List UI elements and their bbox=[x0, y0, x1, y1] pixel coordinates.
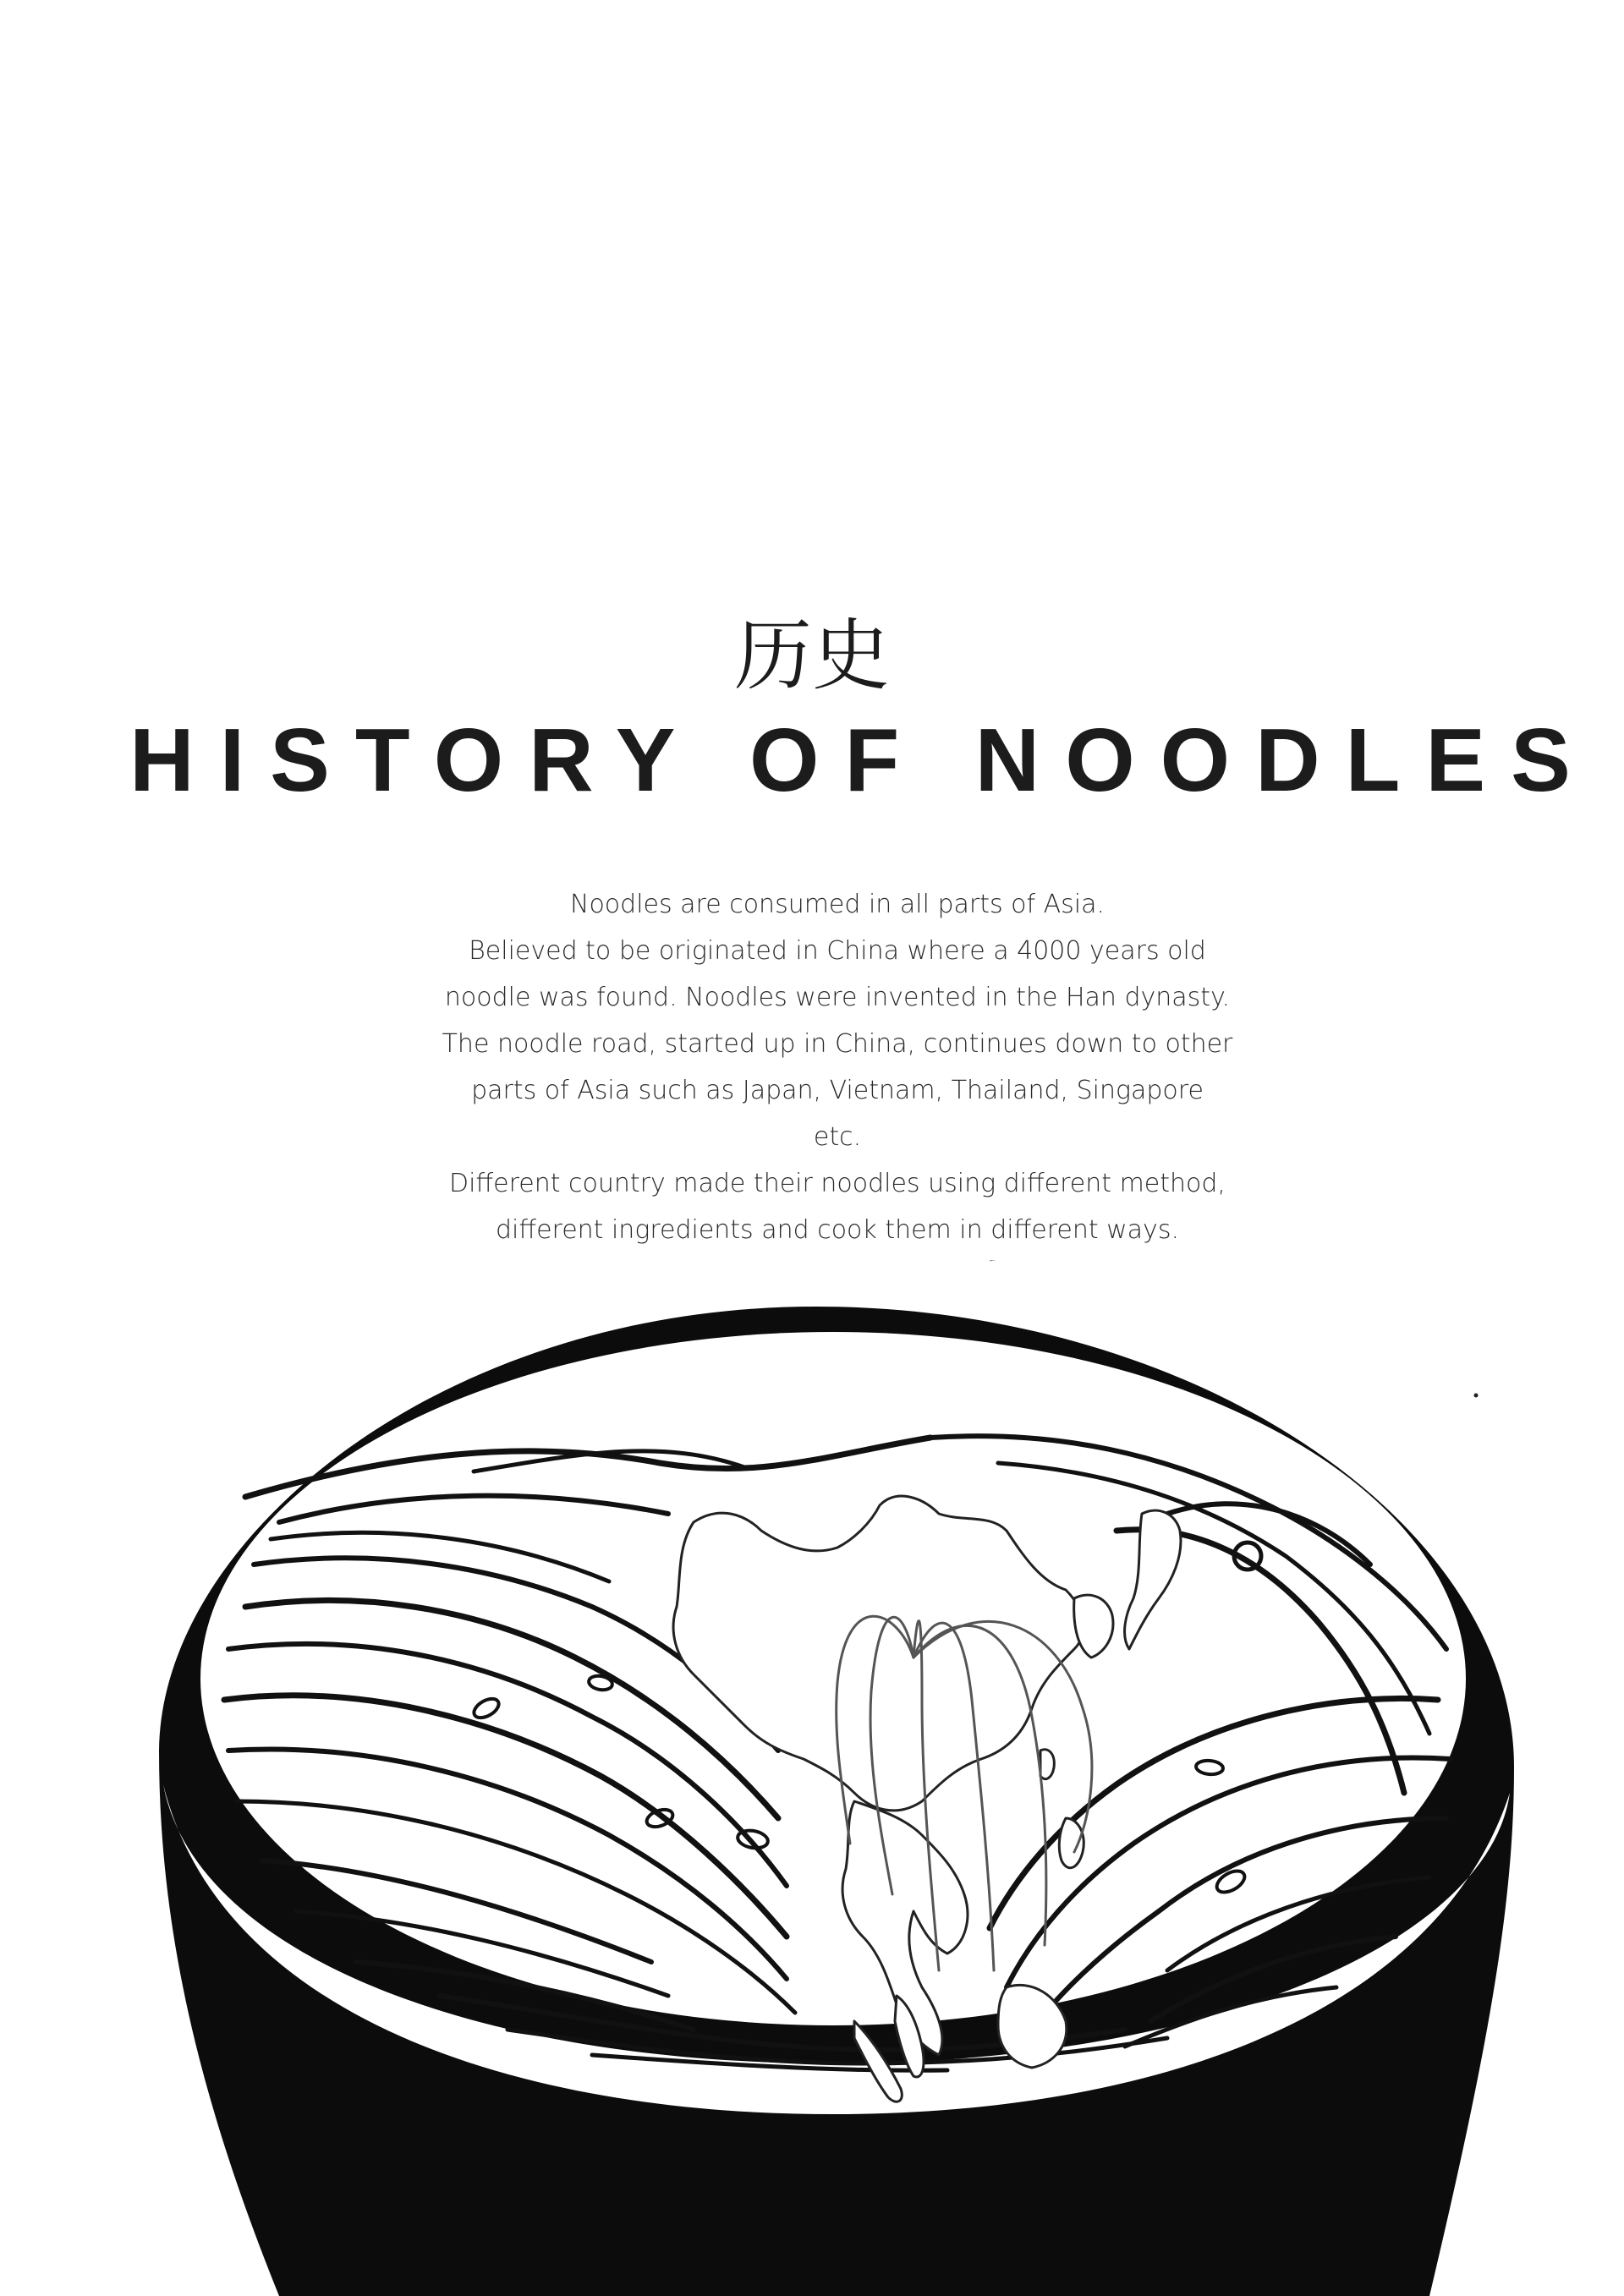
poster-title: HISTORY OF NOODLES bbox=[129, 710, 1596, 810]
noodle-bowl-illustration bbox=[0, 1260, 1624, 2296]
stray-dot bbox=[1474, 1394, 1479, 1398]
description-line: etc. bbox=[813, 1122, 862, 1152]
history-description bbox=[372, 881, 1303, 1253]
description-line: different ingredients and cook them in different ways. bbox=[496, 1215, 1179, 1245]
chinese-title: 历史 bbox=[733, 611, 890, 701]
description-line: noodle was found. Noodles were invented in the Han dynasty. bbox=[444, 983, 1231, 1012]
taiwan bbox=[1040, 1750, 1054, 1779]
description-line: Noodles are consumed in all parts of Asia. bbox=[570, 890, 1105, 919]
description-line: The noodle road, started up in China, continues down to other bbox=[442, 1029, 1233, 1059]
philippines bbox=[1059, 1818, 1084, 1868]
description-line: Believed to be originated in China where a 4000 years old bbox=[469, 936, 1206, 966]
description-line: parts of Asia such as Japan, Vietnam, Thailand, Singapore bbox=[471, 1076, 1204, 1105]
description-line: Different country made their noodles using different method, bbox=[449, 1169, 1226, 1198]
